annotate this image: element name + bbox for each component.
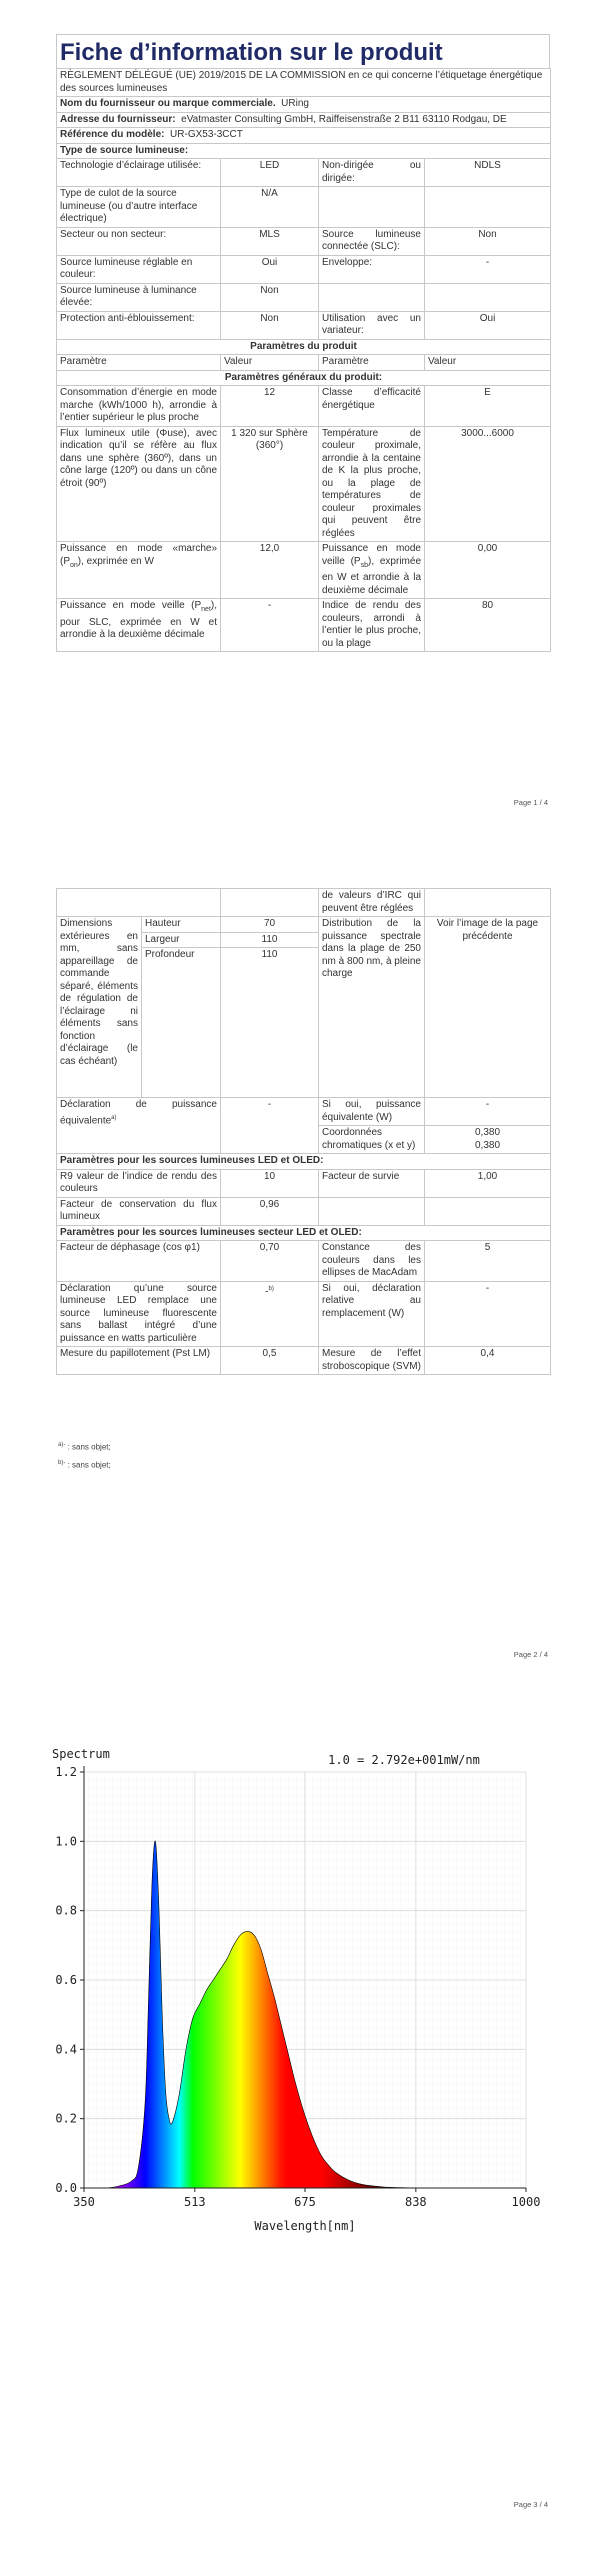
energy-on-label: Consommation d’énergie en mode marche (kWh/1000 h), arrondie à l’entier supérieur le plus proche <box>57 386 221 427</box>
svm-label: Mesure de l’effet stroboscopique (SVM) <box>319 1347 425 1375</box>
netstandby-label: Puissance en mode veille $(P_{net})$, pour SLC, exprimée en W et arrondie à la deuxième décimale <box>57 599 221 652</box>
cct-value: 3000...6000 <box>425 426 551 542</box>
y-tick-label: 0.0 <box>55 2181 77 2195</box>
model-row <box>57 128 551 144</box>
page-number-3: Page 3 / 4 <box>513 2500 548 2509</box>
width-value: 110 <box>221 932 319 948</box>
depth-value: 110 <box>221 948 319 1098</box>
macadam-value: 5 <box>425 1241 551 1282</box>
address-value: eVatmaster Consulting GmbH, Raiffeisenstraße 2 B11 63110 Rodgau, DE <box>181 113 507 125</box>
regulation-row <box>57 69 551 97</box>
equiv-power-label: Si oui, puissance équivalente (W) <box>319 1098 425 1126</box>
standby-value: 0,00 <box>425 542 551 599</box>
document-title: Fiche d’information sur le produit <box>56 34 550 68</box>
led-oled-header-row <box>57 1154 551 1170</box>
mains-header: Paramètres pour les sources lumineuses secteur LED et OLED: <box>57 1225 551 1241</box>
cct-label: Température de couleur proximale, arrondie à la centaine de K la plus proche, ou la plage de températures de couleur proximales qui peuvent être réglées <box>319 426 425 542</box>
chroma-x: 0,380 <box>474 1127 501 1138</box>
tunable-label: Source lumineuse réglable en couleur: <box>57 255 221 283</box>
footnote-a: $^{a)-}$ : sans objet; <box>58 1442 111 1452</box>
supplier-value: URing <box>281 98 309 109</box>
pf-label: Facteur de déphasage (cos φ1) <box>57 1241 221 1282</box>
table-row <box>57 1241 551 1282</box>
type-header-row <box>57 143 551 159</box>
params-columns-row <box>57 355 551 371</box>
r9-label: R9 valeur de l’indice de rendu des couleurs <box>57 1169 221 1197</box>
address-label: Adresse du fournisseur: <box>60 113 176 125</box>
cri-label: Indice de rendu des couleurs, arrondi à l’entier le plus proche, ou la plage <box>319 599 425 652</box>
highlum-value: Non <box>221 283 319 311</box>
standby-label: Puissance en mode veille $(P_{sb})$, exprimée en W et arrondie à la deuxième décimale <box>319 542 425 599</box>
dimmable-value: Oui <box>425 311 551 339</box>
y-tick-label: 1.0 <box>55 1834 77 1849</box>
cri-label-cont: de valeurs d’IRC qui peuvent être réglées <box>319 889 425 917</box>
y-tick-label: 0.6 <box>55 1973 77 1987</box>
table-row <box>57 283 551 311</box>
tunable-value: Oui <box>221 255 319 283</box>
params-header: Paramètres du produit <box>57 339 551 355</box>
col-param-1: Paramètre <box>57 355 221 371</box>
equiv-power-value: - <box>425 1098 551 1126</box>
supplier-label: Nom du fournisseur ou marque commerciale. <box>60 98 276 109</box>
regulation-text: RÈGLEMENT DÉLÉGUÉ (UE) 2019/2015 DE LA COMMISSION en ce qui concerne l’étiquetage énergétique des sources lumineuses <box>57 69 551 97</box>
y-tick-label: 1.2 <box>55 1765 77 1779</box>
table-row <box>57 227 551 255</box>
y-tick-labels <box>55 1765 84 2195</box>
chroma-y: 0,380 <box>474 1139 501 1151</box>
dims-label: Dimensions extérieures en mm, sans appareillage de commande séparé, éléments de régulation de l’éclairage ni éléments sans fonction d’éclairage (le cas échéant) <box>57 917 142 1098</box>
type-label: Type de source lumineuse: <box>57 143 551 159</box>
r9-value: 10 <box>221 1169 319 1197</box>
energy-on-value: 12 <box>221 386 319 427</box>
survival-value: 1,00 <box>425 1169 551 1197</box>
svm-value: 0,4 <box>425 1347 551 1375</box>
netstandby-value: - <box>221 599 319 652</box>
x-tick-label: 513 <box>183 2195 206 2209</box>
mains-header-row <box>57 1225 551 1241</box>
table-row <box>57 311 551 339</box>
x-tick-label: 838 <box>404 2195 427 2209</box>
led-oled-header: Paramètres pour les sources lumineuses LED et OLED: <box>57 1154 551 1170</box>
page-number-2: Page 2 / 4 <box>513 1650 548 1659</box>
model-label: Référence du modèle: <box>60 129 165 140</box>
table-row <box>57 386 551 427</box>
power-on-label: Puissance en mode «marche» $(P_{on})$, exprimée en W <box>57 542 221 599</box>
antiglare-value: Non <box>221 311 319 339</box>
directional-value: NDLS <box>425 159 551 187</box>
efficiency-class-label: Classe d’efficacité énergétique <box>319 386 425 427</box>
table-row <box>57 159 551 187</box>
replace-value: -$^{b)}$ <box>221 1281 319 1347</box>
table-row <box>57 1197 551 1225</box>
macadam-label: Constance des couleurs dans les ellipses de MacAdam <box>319 1241 425 1282</box>
general-header-row <box>57 370 551 386</box>
equiv-label: Déclaration de puissance équivalente$^{a)}$ <box>57 1098 221 1154</box>
spectrum-chart <box>0 1740 604 2260</box>
tech-label: Technologie d’éclairage utilisée: <box>57 159 221 187</box>
x-axis-label: Wavelength[nm] <box>254 2219 356 2233</box>
model-value: UR-GX53-3CCT <box>170 129 243 140</box>
page-2-content <box>56 888 550 1375</box>
depth-label: Profondeur <box>142 948 221 1098</box>
table-row <box>57 542 551 599</box>
pf-value: 0,70 <box>221 1241 319 1282</box>
table-row <box>57 917 551 933</box>
address-row <box>57 112 551 128</box>
x-tick-label: 1000 <box>511 2195 541 2209</box>
product-info-table-1 <box>56 68 551 652</box>
chroma-value <box>425 1126 551 1154</box>
flux-maint-value: 0,96 <box>221 1197 319 1225</box>
dimmable-label: Utilisation avec un variateur: <box>319 311 425 339</box>
col-value-2: Valeur <box>425 355 551 371</box>
supplier-row <box>57 97 551 113</box>
chart-title: Spectrum <box>52 1747 110 1761</box>
connected-label: Source lumineuse connectée (SLC): <box>319 227 425 255</box>
replace-label: Déclaration qu’une source lumineuse LED remplace une source lumineuse fluorescente sans ballast intégré d’une puissance en watts particulière <box>57 1281 221 1347</box>
table-row <box>57 1169 551 1197</box>
connected-value: Non <box>425 227 551 255</box>
highlum-label: Source lumineuse à luminance élevée: <box>57 283 221 311</box>
col-param-2: Paramètre <box>319 355 425 371</box>
survival-label: Facteur de survie <box>319 1169 425 1197</box>
equiv-value: - <box>221 1098 319 1154</box>
cap-value: N/A <box>221 187 319 228</box>
height-value: 70 <box>221 917 319 933</box>
replace-power-value: - <box>425 1281 551 1347</box>
y-tick-label: 0.4 <box>55 2042 77 2057</box>
flicker-label: Mesure du papillotement (Pst LM) <box>57 1347 221 1375</box>
x-tick-labels <box>73 2188 540 2209</box>
page-1-content <box>56 34 550 652</box>
mains-value: MLS <box>221 227 319 255</box>
envelope-value: - <box>425 255 551 283</box>
power-on-value: 12,0 <box>221 542 319 599</box>
flux-label: Flux lumineux utile (Φuse), avec indication qu’il se réfère au flux dans une sphère (360º), dans un cône large (120º) ou dans un cône étroit (90º) <box>57 426 221 542</box>
table-row <box>57 187 551 228</box>
efficiency-class-value: E <box>425 386 551 427</box>
y-tick-label: 0.8 <box>55 1903 77 1918</box>
cri-value: 80 <box>425 599 551 652</box>
footnote-b: $^{b)-}$ : sans objet; <box>58 1460 111 1470</box>
flicker-value: 0,5 <box>221 1347 319 1375</box>
page-number-1: Page 1 / 4 <box>513 798 548 807</box>
directional-label: Non-dirigée ou dirigée: <box>319 159 425 187</box>
cap-label: Type de culot de la source lumineuse (ou d’autre interface électrique) <box>57 187 221 228</box>
params-header-row <box>57 339 551 355</box>
width-label: Largeur <box>142 932 221 948</box>
table-row <box>57 1281 551 1347</box>
product-info-table-2 <box>56 888 551 1375</box>
mains-label: Secteur ou non secteur: <box>57 227 221 255</box>
chroma-label: Coordonnées chromatiques (x et y) <box>319 1126 425 1154</box>
table-row <box>57 599 551 652</box>
table-row <box>57 1347 551 1375</box>
y-tick-label: 0.2 <box>55 2111 77 2126</box>
general-header: Paramètres généraux du produit: <box>57 370 551 386</box>
flux-maint-label: Facteur de conservation du flux lumineux <box>57 1197 221 1225</box>
table-row <box>57 255 551 283</box>
x-tick-label: 350 <box>73 2195 95 2209</box>
x-tick-label: 675 <box>294 2195 316 2209</box>
height-label: Hauteur <box>142 917 221 933</box>
table-row <box>57 1098 551 1126</box>
antiglare-label: Protection anti-éblouissement: <box>57 311 221 339</box>
chart-annotation: 1.0 = 2.792e+001mW/nm <box>328 1753 480 1767</box>
replace-power-label: Si oui, déclaration relative au remplacement (W) <box>319 1281 425 1347</box>
flux-value: 1 320 sur Sphère (360°) <box>221 426 319 542</box>
table-row <box>57 889 551 917</box>
spd-value: Voir l’image de la page précédente <box>425 917 551 1098</box>
envelope-label: Enveloppe: <box>319 255 425 283</box>
col-value-1: Valeur <box>221 355 319 371</box>
table-row <box>57 426 551 542</box>
spd-label: Distribution de la puissance spectrale dans la plage de 250 nm à 800 nm, à pleine charge <box>319 917 425 1098</box>
tech-value: LED <box>221 159 319 187</box>
